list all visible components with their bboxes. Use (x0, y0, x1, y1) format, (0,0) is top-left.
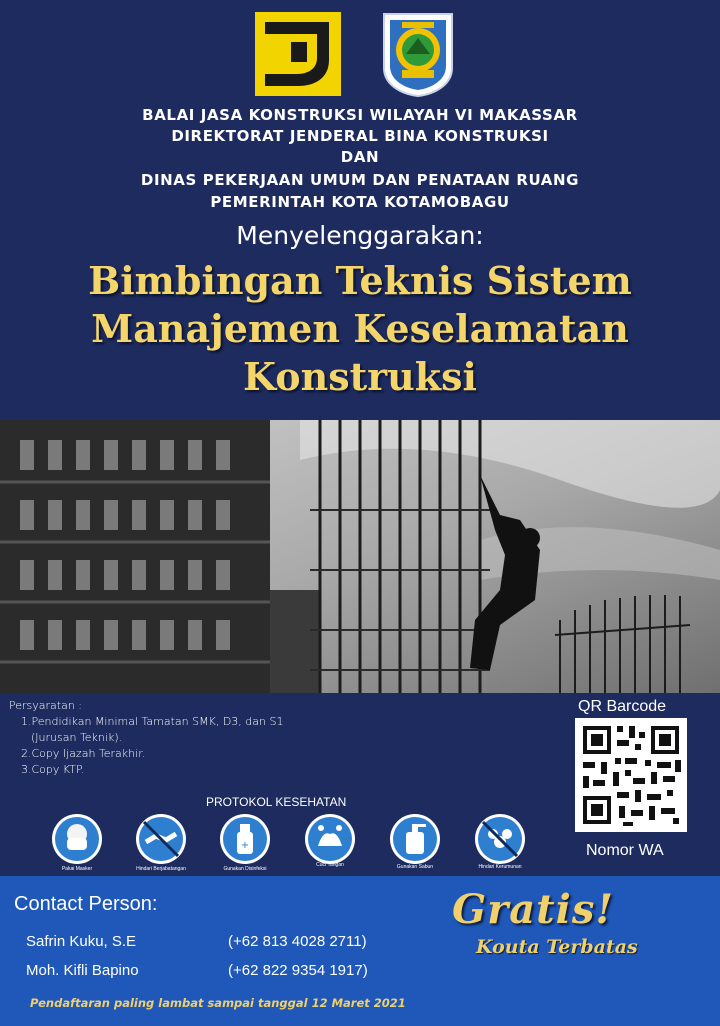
kouta-text: Kouta Terbatas (476, 936, 638, 958)
svg-text:+: + (240, 840, 250, 851)
intro-text: Menyelenggarakan: (236, 221, 484, 250)
organizer-line-4: DINAS PEKERJAAN UMUM DAN PENATAAN RUANG (140, 171, 580, 189)
protocol-title: PROTOKOL KESEHATAN (206, 795, 347, 809)
qr-code-icon[interactable] (575, 718, 687, 832)
gratis-text: Gratis! (452, 886, 614, 933)
requirement-item-3: 3.Copy KTP. (21, 763, 85, 776)
organizer-line-2: DIREKTORAT JENDERAL BINA KONSTRUKSI (171, 127, 549, 145)
requirement-item-1-sub: (Jurusan Teknik). (31, 731, 123, 744)
contact-phone-2[interactable]: (+62 822 9354 1917) (228, 962, 368, 979)
organizer-line-1: BALAI JASA KONSTRUKSI WILAYAH VI MAKASSAR (142, 106, 578, 124)
wash-hands-icon (303, 812, 357, 866)
registration-deadline: Pendaftaran paling lambat sampai tanggal 12 Maret 2021 (30, 996, 406, 1010)
contact-phone-1[interactable]: (+62 813 4028 2711) (228, 933, 367, 950)
no-crowd-icon (473, 812, 527, 866)
kotamobagu-crest-icon (380, 10, 456, 98)
requirements (9, 698, 283, 778)
organizer-line-5: PEMERINTAH KOTA KOTAMOBAGU (210, 193, 510, 211)
no-handshake-icon (134, 812, 188, 866)
soap-icon (388, 812, 442, 866)
qr-title: QR Barcode (578, 698, 667, 715)
contact-name-2: Moh. Kifli Bapino (26, 962, 139, 979)
construction-photo (0, 420, 720, 696)
event-title-line-2: Manajemen Keselamatan (91, 306, 629, 351)
mask-icon (50, 812, 104, 866)
event-title (0, 257, 720, 401)
contact-title: Contact Person: (14, 893, 158, 915)
requirement-item-2: 2.Copy Ijazah Terakhir. (21, 747, 146, 760)
event-title-line-3: Konstruksi (243, 354, 477, 399)
requirements-heading: Persyaratan : (9, 699, 83, 712)
disinfectant-icon (218, 812, 272, 866)
protocol-label-1: Pakai Masker (61, 866, 93, 872)
requirement-item-1: 1.Pendidikan Minimal Tamatan SMK, D3, dan S1 (21, 715, 284, 728)
protocol-label-5: Gunakan Sabun (396, 864, 434, 870)
protocol-label-2: Hindari Berjabatangan (136, 866, 186, 872)
organizer-line-3: DAN (340, 148, 380, 166)
protocol-label-3: Gunakan Disinfeksi (223, 866, 267, 872)
qr-caption: Nomor WA (586, 842, 664, 859)
protocol-label-4: Cuci Tangan (316, 862, 344, 868)
contact-name-1: Safrin Kuku, S.E (26, 933, 137, 950)
event-title-line-1: Bimbingan Teknis Sistem (88, 258, 632, 303)
protocol-label-6: Hindari Kerumunan (478, 864, 522, 870)
pu-logo-icon (255, 12, 341, 96)
